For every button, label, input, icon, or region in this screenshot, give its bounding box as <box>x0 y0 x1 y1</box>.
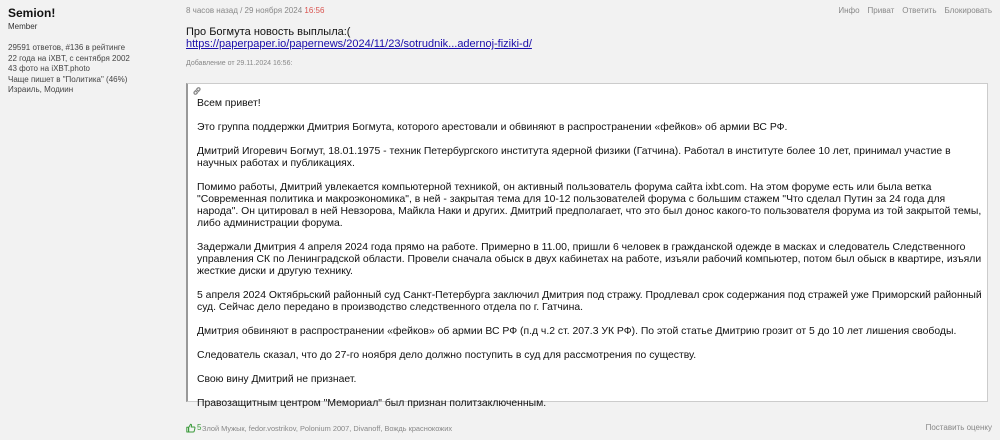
author-stats <box>8 43 178 96</box>
author-stat-topsection: Чаще пишет в "Политика" (46%) <box>8 74 128 84</box>
post-intro <box>186 26 532 50</box>
quote-paragraph: Всем привет! <box>197 98 261 109</box>
author-role: Member <box>8 22 38 31</box>
author-stat-photos[interactable]: 43 фото на iXBT.photo <box>8 64 91 73</box>
rate-post-link[interactable]: Поставить оценку <box>925 423 992 432</box>
private-message-link[interactable]: Приват <box>867 6 895 15</box>
post-meta <box>186 6 324 15</box>
quote-paragraph: Задержали Дмитрия 4 апреля 2024 года прямо на работе. Примерно в 11.00, пришли 6 человек в гражданской одежде в масках и следователь Следственного управления СК по Ленинградской области. Провели сначала обыск в двух кабинетах на работе, изъяли рабочий компьютер, потом был обыск в квартире, изъяли жесткие диски и другую технику. <box>197 242 982 277</box>
like-count: 5 <box>197 423 202 432</box>
news-link[interactable]: https://paperpaper.io/papernews/2024/11/23/sotrudnik...adernoj-fiziki-d/ <box>186 38 532 50</box>
post-date: 8 часов назад / 29 ноября 2024 <box>186 6 305 15</box>
quote-paragraph: Дмитрия обвиняют в распространении «фейков» об армии ВС РФ (п.д ч.2 ст. 207.3 УК РФ). По этой статье Дмитрию грозит от 5 до 10 лет лишения свободы. <box>197 326 957 337</box>
post-footer <box>186 423 992 435</box>
link-icon[interactable] <box>192 86 202 96</box>
post-intro-text: Про Богмута новость выплыла:( <box>186 26 351 38</box>
author-panel <box>8 6 178 96</box>
quote-paragraph: Правозащитным центром "Мемориал" был признан политзаключенным. <box>197 398 547 409</box>
thumbs-up-icon[interactable] <box>186 423 196 433</box>
quote-paragraph: Следователь сказал, что до 27-го ноября дело должно поступить в суд для рассмотрения по существу. <box>197 350 697 361</box>
post <box>186 0 992 440</box>
addition-note: Добавление от 29.11.2024 16:56: <box>186 60 293 67</box>
author-stat-replies: 29591 ответов, #136 в рейтинге <box>8 43 126 52</box>
quote-paragraph: 5 апреля 2024 Октябрьский районный суд Санкт-Петербурга заключил Дмитрия под стражу. Продлевал срок содержания под стражей уже Приморский районный суд. Сейчас дело передано в производство следственного отдела по г. Гатчина. <box>197 290 982 313</box>
liked-by-list[interactable]: Злой Мужык, fedor.vostrikov, Polonium 2007, Divanoff, Вождь краснокожих <box>202 424 453 433</box>
post-header <box>186 6 992 18</box>
author-username[interactable]: Semion! <box>8 6 56 20</box>
author-stat-location: Израиль, Модиин <box>8 85 74 94</box>
block-link[interactable]: Блокировать <box>944 6 992 15</box>
quote-paragraph: Свою вину Дмитрий не признает. <box>197 374 357 385</box>
quote-paragraph: Помимо работы, Дмитрий увлекается компьютерной техникой, он активный пользователь форума сайта ixbt.com. На этом форуме есть или была ветка "Современная политика и макроэкономика", в ней - закрытая тема для 10-12 пользователей форума с большим стажем "Что сделал Путин за 24 года для народа". Он цитировал в ней Невзорова, Майкла Наки и других. Дмитрий предполагает, что это был донос какого-то пользователя форума из той закрытой темы, либо администрации форума. <box>197 182 982 229</box>
info-link[interactable]: Инфо <box>838 6 860 15</box>
reply-link[interactable]: Ответить <box>902 6 937 15</box>
quote-body <box>197 98 983 422</box>
quote-paragraph: Дмитрий Игоревич Богмут, 18.01.1975 - техник Петербургского института ядерной физики (Гатчина). Работал в институте более 10 лет, принимал участие в научных работах и публикациях. <box>197 146 951 169</box>
quote-block <box>186 83 988 409</box>
quote-paragraph: Это группа поддержки Дмитрия Богмута, которого арестовали и обвиняют в распространении «фейков» об армии ВС РФ. <box>197 122 788 133</box>
post-time[interactable]: 16:56 <box>304 6 325 15</box>
post-actions <box>830 6 992 15</box>
author-stat-membership: 22 года на iXBT, с сентября 2002 <box>8 53 130 63</box>
